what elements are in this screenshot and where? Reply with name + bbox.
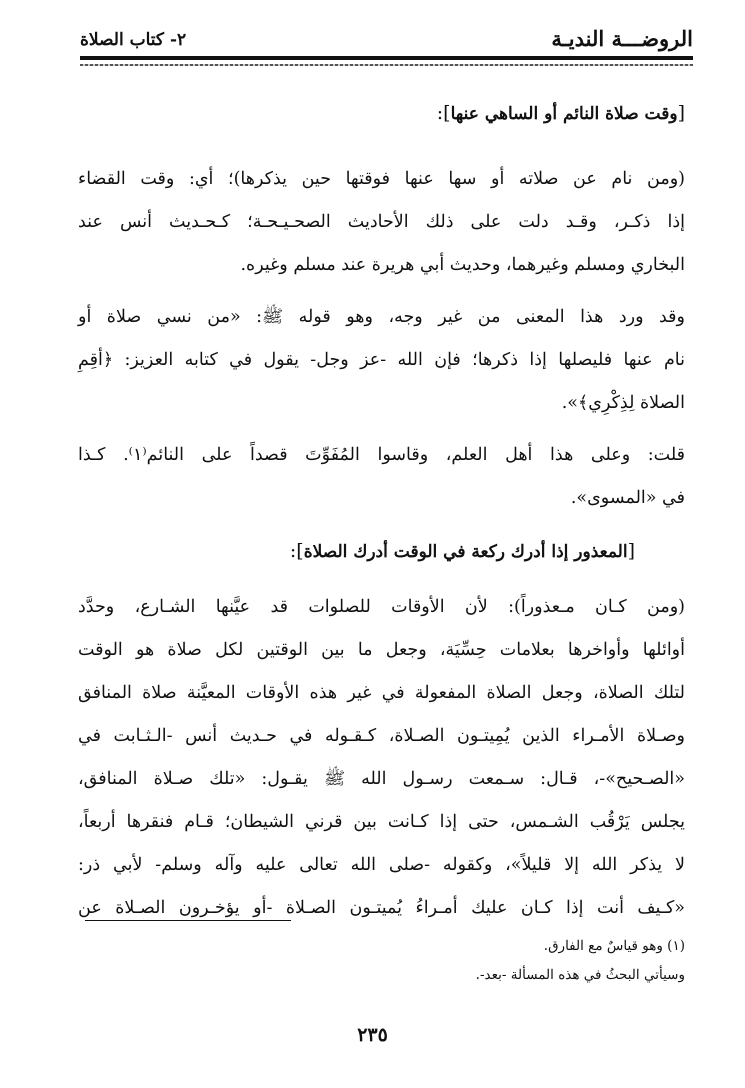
text-line: قلت: وعلى هذا أهل العلم، وقاسوا المُفَوِّتَ قصداً على النائم⁽١⁾. كـذا [78,445,685,465]
text-line: أوائلها وأواخرها بعلامات حِسِّيَة، وجعل ما بين الوقتين لكل صلاة هو الوقت [78,640,685,660]
section-heading-excused [290,538,635,565]
text-line: في «المسوى». [570,488,685,508]
heading-text: المعذور إذا أدرك ركعة في الوقت أدرك الصلاة [303,542,628,562]
text-line: «الصـحيح»-، قـال: سـمعت رسـول الله ﷺ يقـول: «تلك صـلاة المنافق، [78,769,685,789]
paragraph-1 [78,158,685,287]
page-number: ٢٣٥ [357,1024,388,1046]
text-line: نام عنها فليصلها إذا ذكرها؛ فإن الله -عز وجل- يقول في كتابه العزيز: ﴿أقِمِ [78,350,685,370]
text-line: إذا ذكـر، وقـد دلت على ذلك الأحاديث الصحـيـحـة؛ كـحـديث أنس عند [78,212,685,232]
header-rule-thick [80,56,693,60]
text-line: «كـيف أنت إذا كـان عليك أمـراءُ يُميتـون الصـلاة -أو يؤخـرون الصـلاة عن [78,898,685,918]
paragraph-2 [78,296,685,425]
header-rule-dotted [80,64,693,66]
heading-bracket-close: ]: [289,540,304,562]
text-line: لتلك الصلاة، وجعل الصلاة المفعولة في غير هذه الأوقات المعيَّنة صلاة المنافق [78,683,685,703]
footnote-continuation: وسيأتي البحثُ في هذه المسألة -بعد-. [475,967,685,983]
paragraph-4 [78,586,685,930]
footnotes [300,932,685,990]
heading-bracket-close: ]: [436,102,451,124]
running-header [80,24,693,54]
section-heading-sleeper [437,100,685,127]
text-line: الصلاة لِذِكْرِي﴾». [561,393,685,413]
paragraph-3 [78,434,685,520]
text-line: وقد ورد هذا المعنى من غير وجه، وهو قوله ﷺ: «من نسي صلاة أو [78,307,685,327]
text-line: يجلس يَرْقُب الشـمس، حتى إذا كـانت بين قرني الشيطان؛ قـام فنقرها أربعاً، [78,812,685,832]
heading-text: وقت صلاة النائم أو الساهي عنها [450,104,678,124]
heading-bracket-open: [ [677,102,685,124]
footnote-1: (١) وهو قياسٌ مع الفارق. [543,938,685,954]
text-line: البخاري ومسلم وغيرهما، وحديث أبي هريرة عند مسلم وغيره. [240,255,685,275]
text-line: لا يذكر الله إلا قليلاً»، وكقوله -صلى الله تعالى عليه وآله وسلم- لأبي ذر: [78,855,685,875]
heading-bracket-open: [ [627,540,635,562]
text-line: وصـلاة الأمـراء الذين يُمِيتـون الصـلاة، كـقـوله في حـديث أنس -الـثـابت في [78,726,685,746]
text-line: (ومن نام عن صلاته أو سها عنها فوقتها حين يذكرها)؛ أي: وقت القضاء [78,169,685,189]
book-title: الروضـــة النديـة [551,26,693,51]
footnote-separator [85,920,291,921]
text-line: (ومن كـان مـعذوراً): لأن الأوقات للصلوات قد عيَّنها الشـارع، وحدَّد [78,597,685,617]
chapter-title: ٢- كتاب الصلاة [80,30,187,50]
